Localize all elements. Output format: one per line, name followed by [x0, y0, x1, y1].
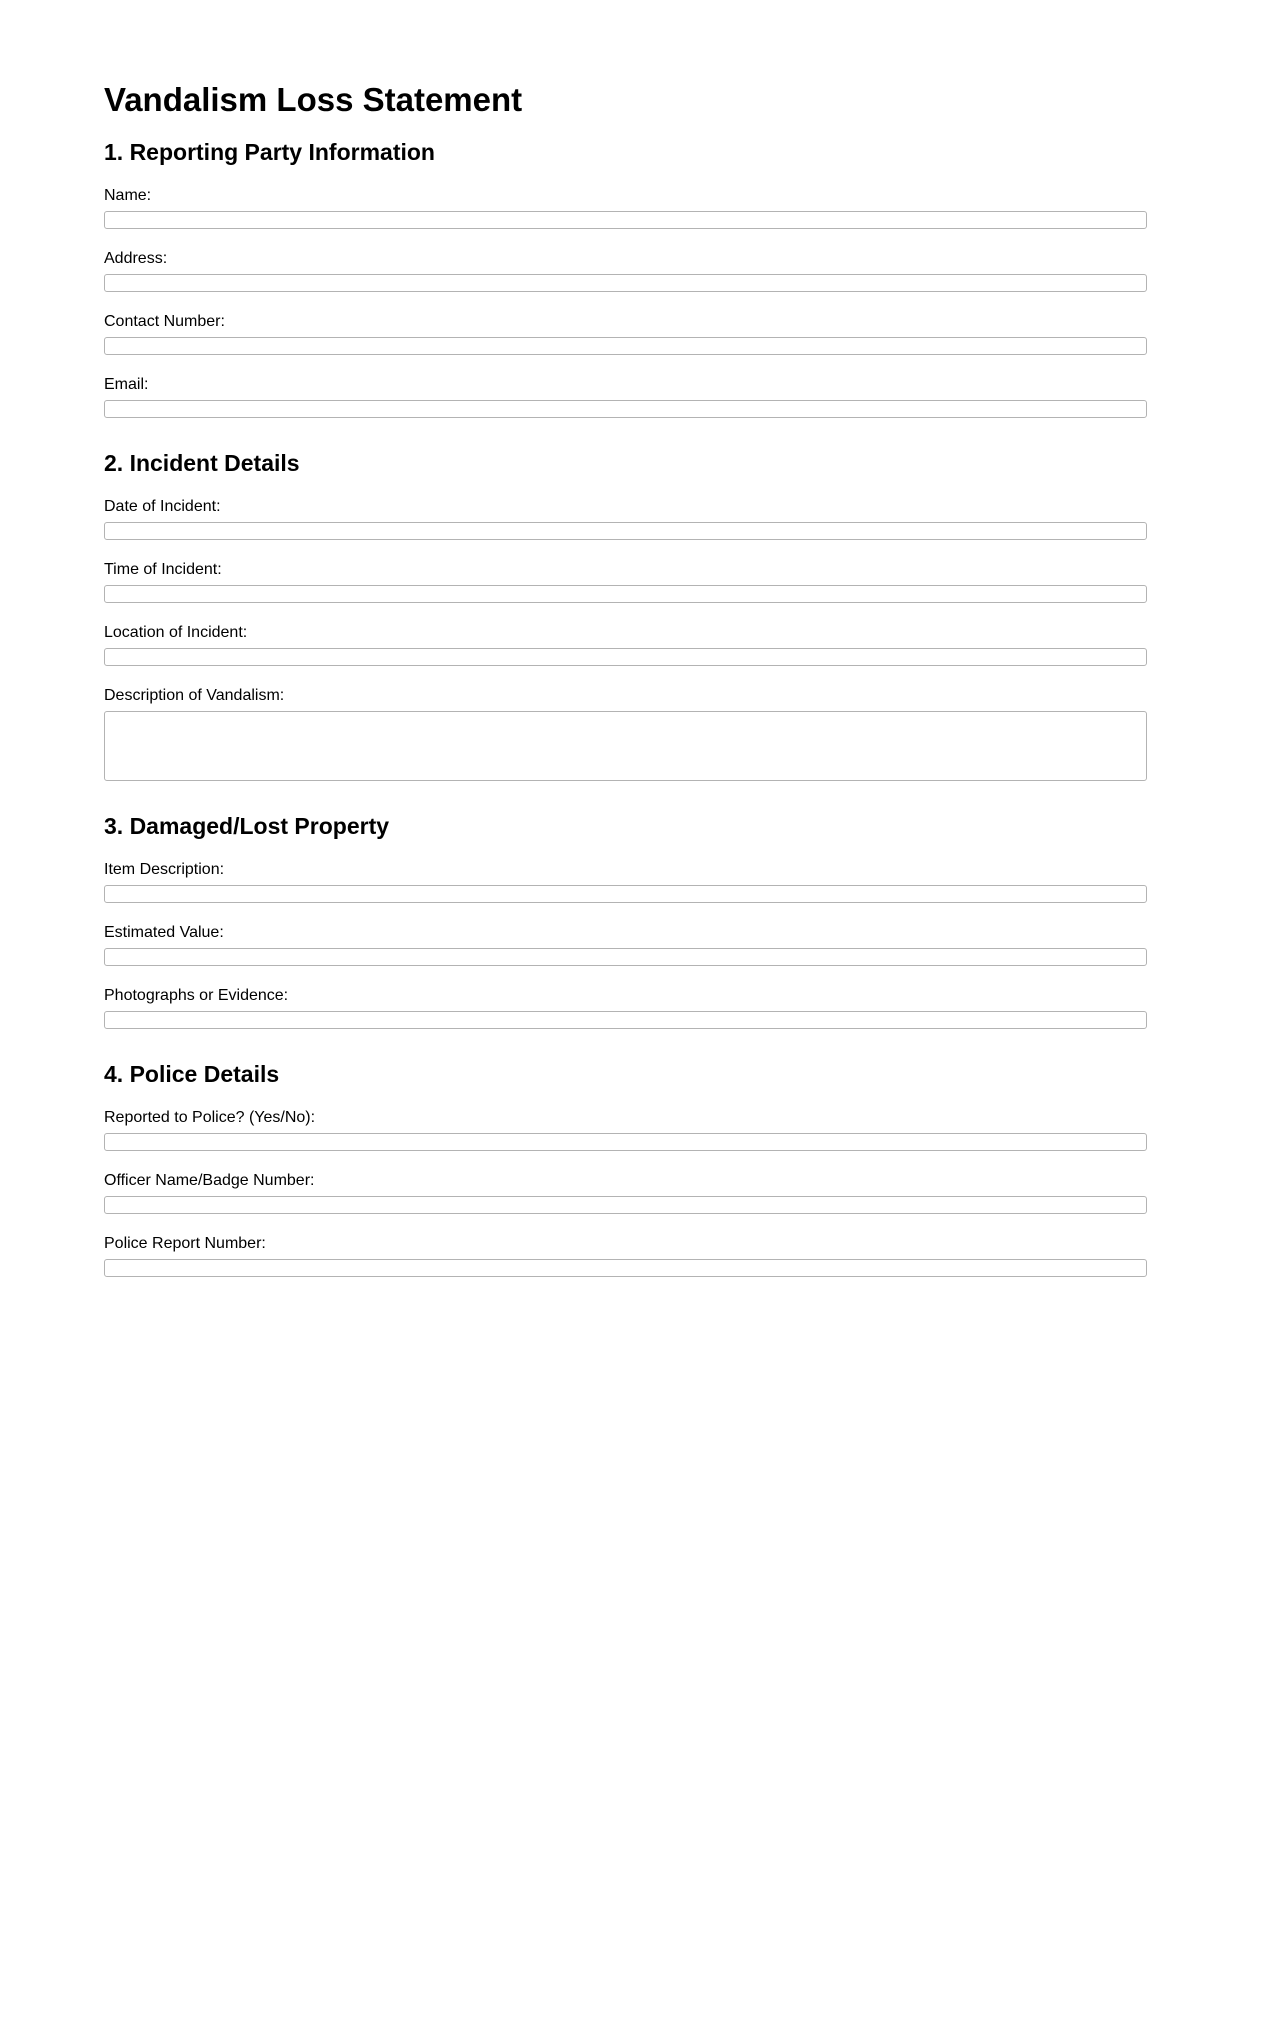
field-date-of-incident: [104, 497, 1147, 540]
officer-name-badge-label: Officer Name/Badge Number:: [104, 1172, 315, 1189]
photographs-or-evidence-label: Photographs or Evidence:: [104, 987, 289, 1004]
estimated-value-input[interactable]: [104, 948, 1147, 966]
police-report-number-input[interactable]: [104, 1259, 1147, 1277]
name-label: Name:: [104, 187, 152, 204]
field-police-report-number: [104, 1234, 1147, 1277]
reported-to-police-label: Reported to Police? (Yes/No):: [104, 1109, 316, 1126]
date-of-incident-label: Date of Incident:: [104, 498, 221, 515]
reported-to-police-input[interactable]: [104, 1133, 1147, 1151]
item-description-label: Item Description:: [104, 861, 225, 878]
section-title-incident-details: 2. Incident Details: [104, 450, 300, 476]
description-of-vandalism-textarea[interactable]: [104, 711, 1147, 781]
officer-name-badge-input[interactable]: [104, 1196, 1147, 1214]
time-of-incident-input[interactable]: [104, 585, 1147, 603]
section-title-damaged-property: 3. Damaged/Lost Property: [104, 813, 390, 839]
location-of-incident-input[interactable]: [104, 648, 1147, 666]
form-title: Vandalism Loss Statement: [104, 81, 523, 118]
field-photographs-or-evidence: [104, 986, 1147, 1029]
field-reported-to-police: [104, 1108, 1147, 1151]
field-contact-number: [104, 312, 1147, 355]
date-of-incident-input[interactable]: [104, 522, 1147, 540]
address-input[interactable]: [104, 274, 1147, 292]
photographs-or-evidence-input[interactable]: [104, 1011, 1147, 1029]
time-of-incident-label: Time of Incident:: [104, 561, 222, 578]
name-input[interactable]: [104, 211, 1147, 229]
section-incident-details: [104, 449, 1147, 781]
email-label: Email:: [104, 376, 149, 393]
item-description-input[interactable]: [104, 885, 1147, 903]
field-description-of-vandalism: [104, 686, 1147, 781]
police-report-number-label: Police Report Number:: [104, 1235, 266, 1252]
section-damaged-property: [104, 812, 1147, 1029]
section-police-details: [104, 1060, 1147, 1277]
section-title-police-details: 4. Police Details: [104, 1061, 280, 1087]
field-estimated-value: [104, 923, 1147, 966]
address-label: Address:: [104, 250, 168, 267]
field-time-of-incident: [104, 560, 1147, 603]
section-reporting-party: [104, 138, 1147, 418]
estimated-value-label: Estimated Value:: [104, 924, 224, 941]
field-location-of-incident: [104, 623, 1147, 666]
contact-number-input[interactable]: [104, 337, 1147, 355]
field-item-description: [104, 860, 1147, 903]
description-of-vandalism-label: Description of Vandalism:: [104, 687, 285, 704]
contact-number-label: Contact Number:: [104, 313, 225, 330]
section-title-reporting-party: 1. Reporting Party Information: [104, 139, 435, 165]
email-input[interactable]: [104, 400, 1147, 418]
field-officer-name-badge: [104, 1171, 1147, 1214]
field-name: [104, 186, 1147, 229]
vandalism-loss-form: [104, 0, 1147, 1277]
field-email: [104, 375, 1147, 418]
location-of-incident-label: Location of Incident:: [104, 624, 248, 641]
field-address: [104, 249, 1147, 292]
